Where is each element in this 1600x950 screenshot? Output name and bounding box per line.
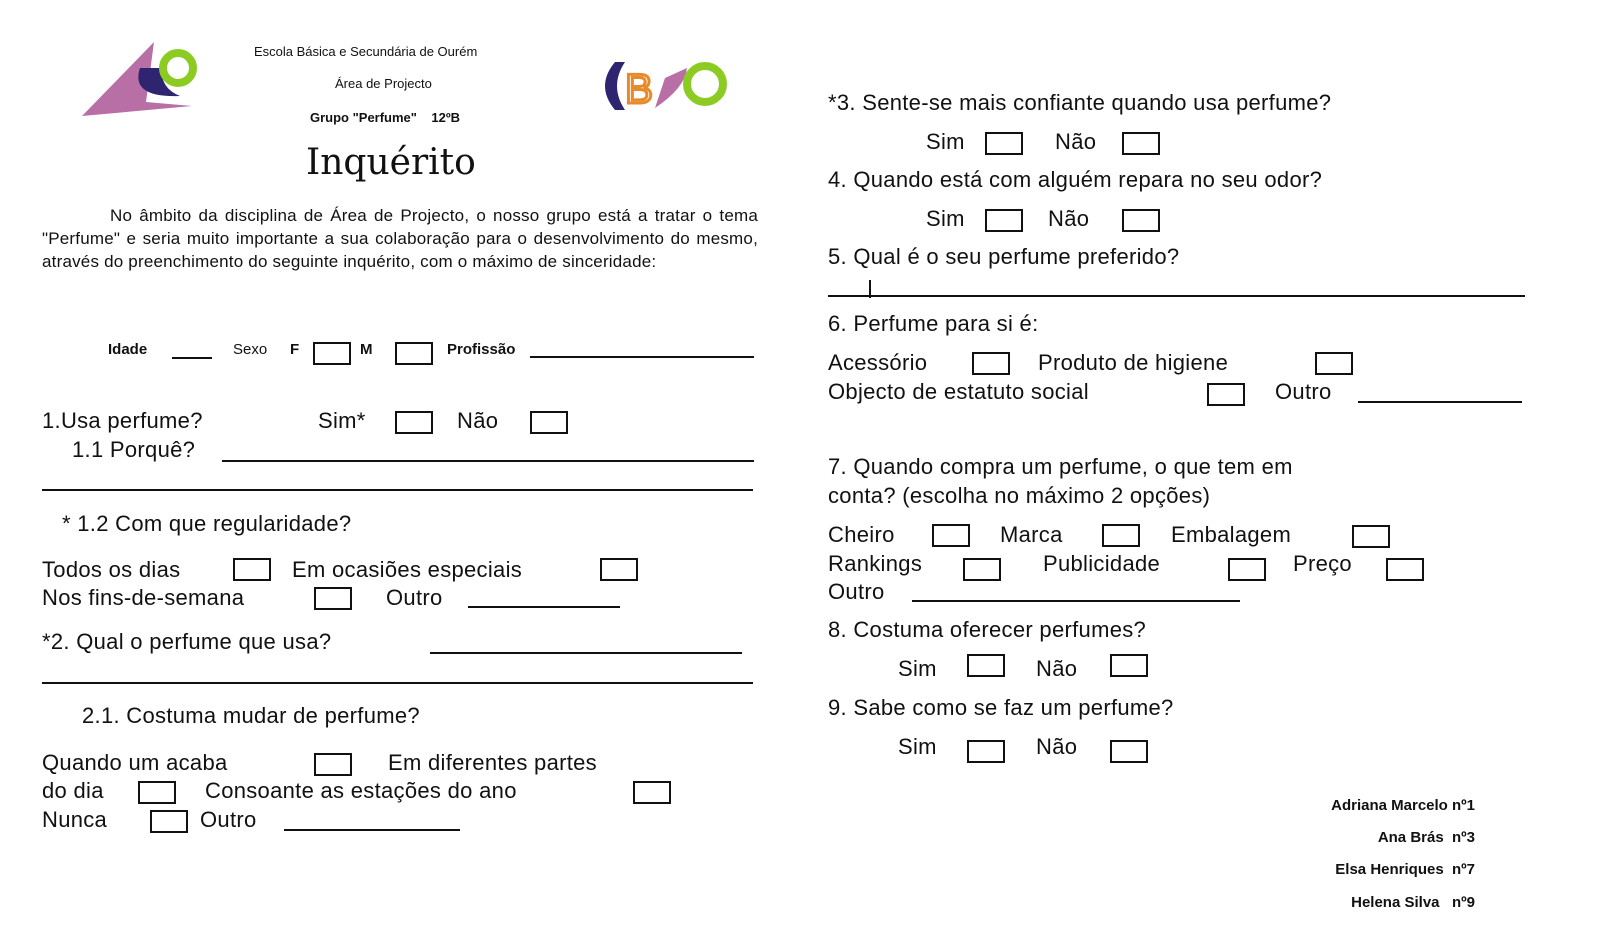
q7-label-cont: conta? (escolha no máximo 2 opções) — [828, 483, 1211, 508]
q1-no-label: Não — [457, 408, 499, 433]
male-label: M — [360, 341, 373, 358]
q7-price-checkbox[interactable] — [1386, 558, 1424, 581]
profession-input[interactable] — [530, 356, 754, 358]
q7-other-input[interactable] — [912, 600, 1240, 602]
q6-accessory-checkbox[interactable] — [972, 352, 1010, 375]
q2-1-option-label: Nunca — [42, 807, 108, 832]
q1-yes-checkbox[interactable] — [395, 411, 433, 434]
profession-label: Profissão — [447, 341, 516, 358]
q2-1-option-label: do dia — [42, 778, 104, 803]
q7-option-label: Outro — [828, 579, 885, 604]
q2-answer-line-2[interactable] — [42, 682, 753, 684]
q6-other-input[interactable] — [1358, 401, 1522, 403]
q1-2-daily-checkbox[interactable] — [233, 558, 271, 581]
q6-status-checkbox[interactable] — [1207, 383, 1245, 406]
q3-label: *3. Sente-se mais confiante quando usa perfume? — [828, 90, 1332, 115]
q1-2-other-input[interactable] — [468, 606, 620, 608]
school-name: Escola Básica e Secundária de Ourém — [254, 44, 478, 59]
q8-yes-label: Sim — [898, 656, 937, 681]
q2-1-option-label: Em diferentes partes — [388, 750, 597, 775]
q6-option-label: Acessório — [828, 350, 928, 375]
q2-label: *2. Qual o perfume que usa? — [42, 629, 332, 654]
female-label: F — [290, 341, 300, 358]
q1-2-option-label: Em ocasiões especiais — [292, 557, 523, 582]
author-name: Helena Silva nº9 — [1351, 894, 1475, 911]
q2-1-label: 2.1. Costuma mudar de perfume? — [82, 703, 420, 728]
q3-yes-label: Sim — [926, 129, 965, 154]
q6-option-label: Produto de higiene — [1038, 350, 1229, 375]
q3-no-checkbox[interactable] — [1122, 132, 1160, 155]
q9-no-label: Não — [1036, 734, 1078, 759]
q7-packaging-checkbox[interactable] — [1352, 525, 1390, 548]
q3-no-label: Não — [1055, 129, 1097, 154]
q4-no-label: Não — [1048, 206, 1090, 231]
group-name: Grupo "Perfume" 12ºB — [310, 110, 460, 125]
q6-option-label: Objecto de estatuto social — [828, 379, 1089, 404]
q1-label: 1.Usa perfume? — [42, 408, 203, 433]
q1-2-option-label: Todos os dias — [42, 557, 181, 582]
q1-2-option-label: Nos fins-de-semana — [42, 585, 245, 610]
q7-option-label: Cheiro — [828, 522, 895, 547]
q1-2-label: * 1.2 Com que regularidade? — [62, 511, 352, 536]
age-label: Idade — [108, 341, 148, 358]
q4-label: 4. Quando está com alguém repara no seu odor? — [828, 167, 1323, 192]
q3-yes-checkbox[interactable] — [985, 132, 1023, 155]
subject: Área de Projecto — [335, 76, 432, 91]
q7-advertising-checkbox[interactable] — [1228, 558, 1266, 581]
q7-option-label: Rankings — [828, 551, 923, 576]
q2-1-other-input[interactable] — [284, 829, 460, 831]
text-cursor — [869, 280, 871, 298]
q6-label: 6. Perfume para si é: — [828, 311, 1039, 336]
q7-smell-checkbox[interactable] — [932, 524, 970, 547]
q4-no-checkbox[interactable] — [1122, 209, 1160, 232]
q7-rankings-checkbox[interactable] — [963, 558, 1001, 581]
q2-1-seasons-checkbox[interactable] — [633, 781, 671, 804]
author-name: Elsa Henriques nº7 — [1335, 861, 1475, 878]
q6-hygiene-checkbox[interactable] — [1315, 352, 1353, 375]
age-input[interactable] — [172, 357, 212, 359]
q5-label: 5. Qual é o seu perfume preferido? — [828, 244, 1180, 269]
q1-2-option-label: Outro — [386, 585, 443, 610]
q1-1-answer-line[interactable] — [222, 460, 754, 462]
q2-1-option-label: Outro — [200, 807, 257, 832]
q8-label: 8. Costuma oferecer perfumes? — [828, 617, 1147, 642]
q1-yes-label: Sim* — [318, 408, 366, 433]
q9-yes-checkbox[interactable] — [967, 740, 1005, 763]
q2-1-option-label: Quando um acaba — [42, 750, 228, 775]
q2-1-runs-out-checkbox[interactable] — [314, 753, 352, 776]
q6-option-label: Outro — [1275, 379, 1332, 404]
page-title: Inquérito — [306, 142, 476, 183]
q8-yes-checkbox[interactable] — [967, 654, 1005, 677]
q9-label: 9. Sabe como se faz um perfume? — [828, 695, 1174, 720]
intro-paragraph: No âmbito da disciplina de Área de Projecto, o nosso grupo está a tratar o tema "Perfume" e seria muito importante a sua colaboração para o desenvolvimento do mesmo, através do preenchimento do seguinte inquérito, com o máximo de sinceridade: — [42, 206, 758, 271]
q7-label: 7. Quando compra um perfume, o que tem em — [828, 454, 1293, 479]
sex-label: Sexo — [233, 341, 268, 358]
q9-yes-label: Sim — [898, 734, 937, 759]
q9-no-checkbox[interactable] — [1110, 740, 1148, 763]
q4-yes-checkbox[interactable] — [985, 209, 1023, 232]
author-name: Ana Brás nº3 — [1377, 829, 1475, 846]
q1-1-label: 1.1 Porquê? — [72, 437, 196, 462]
q2-1-never-checkbox[interactable] — [150, 810, 188, 833]
q7-option-label: Marca — [1000, 522, 1063, 547]
author-name: Adriana Marcelo nº1 — [1331, 797, 1475, 814]
q4-yes-label: Sim — [926, 206, 965, 231]
school-logo-ap — [80, 38, 205, 120]
q7-option-label: Publicidade — [1043, 551, 1161, 576]
q7-option-label: Preço — [1293, 551, 1352, 576]
q7-option-label: Embalagem — [1171, 522, 1292, 547]
q2-answer-line[interactable] — [430, 652, 742, 654]
q1-no-checkbox[interactable] — [530, 411, 568, 434]
q1-1-answer-line-2[interactable] — [42, 489, 753, 491]
q2-1-option-label: Consoante as estações do ano — [205, 778, 517, 803]
q8-no-checkbox[interactable] — [1110, 654, 1148, 677]
q2-1-daytime-checkbox[interactable] — [138, 781, 176, 804]
female-checkbox[interactable] — [313, 342, 351, 365]
q7-brand-checkbox[interactable] — [1102, 524, 1140, 547]
q1-2-weekend-checkbox[interactable] — [314, 587, 352, 610]
school-logo-ebso — [595, 58, 730, 113]
q1-2-special-checkbox[interactable] — [600, 558, 638, 581]
q5-answer-line[interactable] — [828, 295, 1525, 297]
male-checkbox[interactable] — [395, 342, 433, 365]
svg-text:B: B — [625, 65, 654, 112]
q8-no-label: Não — [1036, 656, 1078, 681]
